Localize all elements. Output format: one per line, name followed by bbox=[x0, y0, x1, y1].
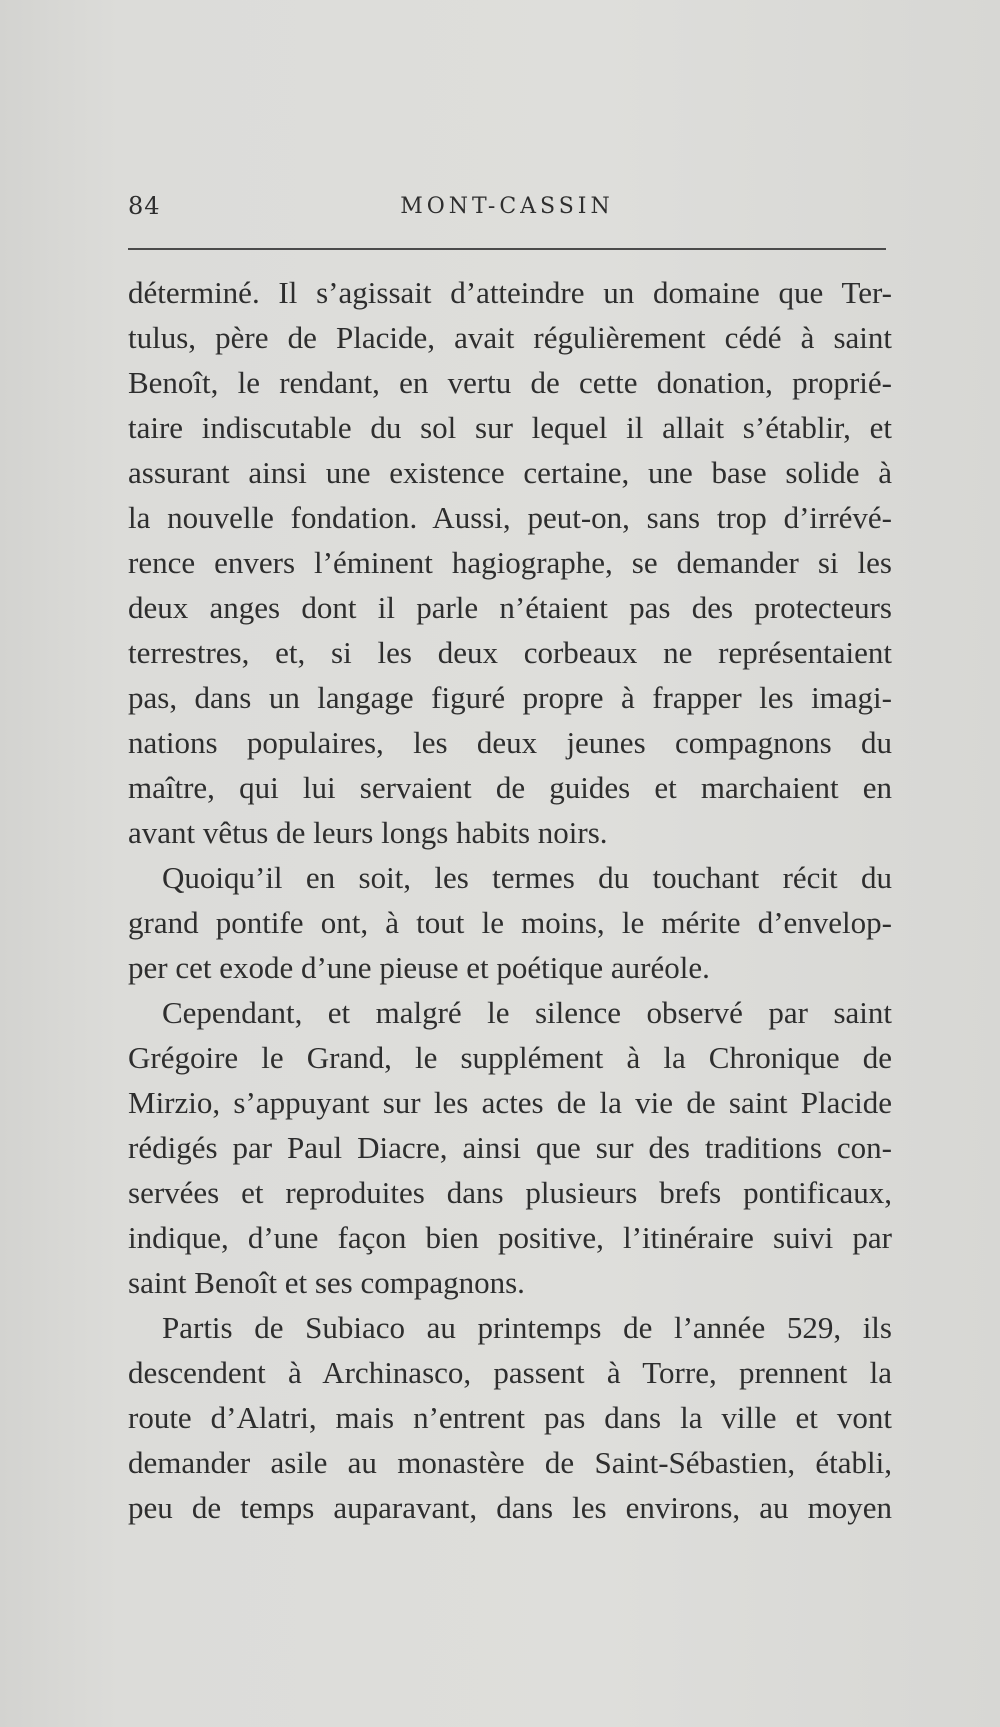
paragraph-start-line: Cependant, et malgré le silence observé par saint bbox=[162, 995, 892, 1030]
running-title: MONT-CASSIN bbox=[400, 194, 614, 219]
text-line: grand pontife ont, à tout le moins, le mérite d’envelop- bbox=[128, 905, 892, 940]
text-line: rédigés par Paul Diacre, ainsi que sur des traditions con- bbox=[128, 1130, 892, 1165]
header-rule bbox=[128, 248, 886, 250]
text-line: déterminé. Il s’agissait d’atteindre un domaine que Ter- bbox=[128, 275, 892, 310]
text-line: per cet exode d’une pieuse et poétique auréole. bbox=[128, 950, 710, 985]
text-line: terrestres, et, si les deux corbeaux ne représentaient bbox=[128, 635, 892, 670]
text-line: peu de temps auparavant, dans les environs, au moyen bbox=[128, 1490, 892, 1525]
text-line: nations populaires, les deux jeunes compagnons du bbox=[128, 725, 892, 760]
text-line: servées et reproduites dans plusieurs brefs pontificaux, bbox=[128, 1175, 892, 1210]
text-line: taire indiscutable du sol sur lequel il allait s’établir, et bbox=[128, 410, 892, 445]
paragraph-start-line: Quoiqu’il en soit, les termes du touchant récit du bbox=[162, 860, 892, 895]
text-line: Mirzio, s’appuyant sur les actes de la vie de saint Placide bbox=[128, 1085, 892, 1120]
text-line: tulus, père de Placide, avait régulièrement cédé à saint bbox=[128, 320, 892, 355]
text-line: assurant ainsi une existence certaine, une base solide à bbox=[128, 455, 892, 490]
text-line: la nouvelle fondation. Aussi, peut-on, sans trop d’irrévé- bbox=[128, 500, 892, 535]
text-line: demander asile au monastère de Saint-Sébastien, établi, bbox=[128, 1445, 892, 1480]
page-header bbox=[128, 192, 886, 232]
text-line: avant vêtus de leurs longs habits noirs. bbox=[128, 815, 608, 850]
text-line: maître, qui lui servaient de guides et marchaient en bbox=[128, 770, 892, 805]
text-line: indique, d’une façon bien positive, l’itinéraire suivi par bbox=[128, 1220, 892, 1255]
text-line: route d’Alatri, mais n’entrent pas dans la ville et vont bbox=[128, 1400, 892, 1435]
page-number: 84 bbox=[128, 192, 161, 220]
text-line: Benoît, le rendant, en vertu de cette donation, proprié- bbox=[128, 365, 892, 400]
paragraph-start-line: Partis de Subiaco au printemps de l’année 529, ils bbox=[162, 1310, 892, 1345]
text-line: pas, dans un langage figuré propre à frapper les imagi- bbox=[128, 680, 892, 715]
text-line: deux anges dont il parle n’étaient pas des protecteurs bbox=[128, 590, 892, 625]
text-line: Grégoire le Grand, le supplément à la Chronique de bbox=[128, 1040, 892, 1075]
body-text bbox=[128, 270, 892, 1530]
text-line: saint Benoît et ses compagnons. bbox=[128, 1265, 525, 1300]
text-line: descendent à Archinasco, passent à Torre, prennent la bbox=[128, 1355, 892, 1390]
text-line: rence envers l’éminent hagiographe, se demander si les bbox=[128, 545, 892, 580]
